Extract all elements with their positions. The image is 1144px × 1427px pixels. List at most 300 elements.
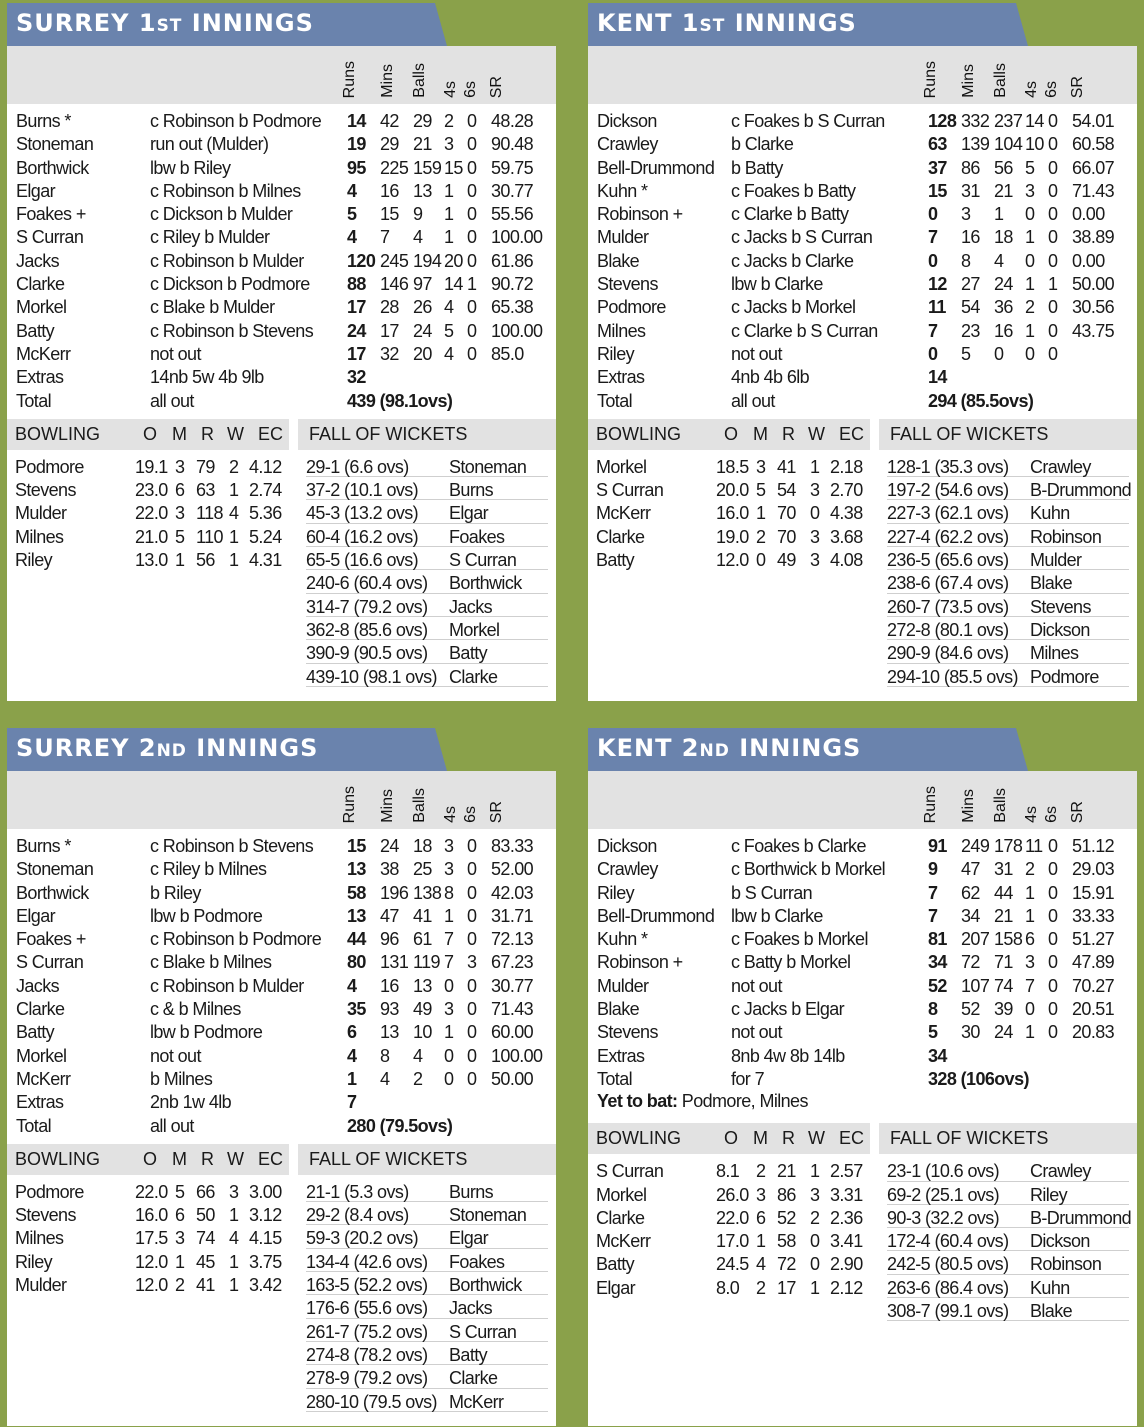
fow-player: Morkel bbox=[449, 619, 500, 640]
dismissal: not out bbox=[731, 1022, 782, 1043]
bowling-and-fow bbox=[588, 419, 1137, 697]
bowler-runs: 86 bbox=[777, 1184, 796, 1205]
batter-sr: 38.89 bbox=[1072, 227, 1115, 248]
batter-sr: 59.75 bbox=[491, 157, 534, 178]
batter-balls: 56 bbox=[994, 157, 1013, 178]
bowler-economy: 3.41 bbox=[830, 1231, 863, 1252]
batter-sixes: 0 bbox=[467, 204, 477, 225]
batting-row bbox=[7, 131, 556, 154]
dismissal: b Batty bbox=[731, 157, 783, 178]
batting-row bbox=[7, 973, 556, 996]
fow-player: Kuhn bbox=[1030, 1277, 1070, 1298]
innings-title-bar bbox=[7, 3, 556, 46]
bowler-name: Mulder bbox=[15, 503, 67, 524]
dismissal: c Robinson b Mulder bbox=[150, 975, 304, 996]
dismissal: c Foakes b Batty bbox=[731, 180, 856, 201]
bowler-wickets: 1 bbox=[229, 1275, 239, 1296]
fow-player: Burns bbox=[449, 480, 494, 501]
batter-runs: 0 bbox=[928, 250, 938, 271]
bowler-maidens: 1 bbox=[756, 503, 766, 524]
fow-score: 37-2 (10.1 ovs) bbox=[306, 480, 419, 501]
bowler-runs: 110 bbox=[196, 526, 223, 547]
batter-balls: 158 bbox=[994, 929, 1023, 950]
batter-runs: 9 bbox=[928, 859, 938, 880]
batter-sixes: 0 bbox=[1048, 1022, 1058, 1043]
batting-row bbox=[7, 178, 556, 201]
fow-score: 45-3 (13.2 ovs) bbox=[306, 503, 419, 524]
batter-mins: 32 bbox=[380, 343, 399, 364]
bowler-runs: 52 bbox=[777, 1207, 796, 1228]
bowler-wickets: 3 bbox=[810, 1184, 820, 1205]
batter-sr: 61.86 bbox=[491, 250, 534, 271]
batting-row bbox=[588, 155, 1137, 178]
batter-fours: 1 bbox=[1025, 905, 1035, 926]
fow-player: Podmore bbox=[1030, 666, 1099, 687]
batter-sr: 31.71 bbox=[491, 905, 534, 926]
fow-score: 240-6 (60.4 ovs) bbox=[306, 573, 428, 594]
fow-player: S Curran bbox=[449, 550, 517, 571]
fow-row bbox=[306, 594, 548, 617]
batter-mins: 93 bbox=[380, 999, 399, 1020]
fow-player: Jacks bbox=[449, 1298, 493, 1319]
bowler-economy: 4.08 bbox=[830, 550, 863, 571]
batter-sr: 50.00 bbox=[491, 1068, 534, 1089]
batter-name: Podmore bbox=[597, 297, 666, 318]
innings-title-bar bbox=[588, 728, 1137, 771]
column-header-sixes: 6s bbox=[1043, 806, 1060, 823]
fow-score: 439-10 (98.1 ovs) bbox=[306, 666, 437, 687]
batter-mins: 13 bbox=[380, 1022, 399, 1043]
batting-row bbox=[7, 341, 556, 364]
fow-player: Robinson bbox=[1030, 526, 1102, 547]
batter-runs: 1 bbox=[347, 1068, 357, 1089]
fow-score: 227-4 (62.2 ovs) bbox=[887, 526, 1009, 547]
batter-balls: 97 bbox=[413, 274, 432, 295]
batter-sixes: 0 bbox=[1048, 134, 1058, 155]
fow-row bbox=[887, 570, 1129, 593]
bowling-column-header: M bbox=[172, 423, 187, 444]
batter-runs: 5 bbox=[928, 1022, 938, 1043]
batter-name: Burns * bbox=[16, 111, 71, 131]
fow-score: 176-6 (55.6 ovs) bbox=[306, 1298, 428, 1319]
batter-sr: 33.33 bbox=[1072, 905, 1115, 926]
yet-to-bat-players: Podmore, Milnes bbox=[677, 1091, 808, 1112]
scorecard-kent-2nd-innings bbox=[588, 728, 1137, 1426]
fow-row bbox=[887, 664, 1129, 687]
bowler-wickets: 3 bbox=[810, 526, 820, 547]
fow-row bbox=[306, 1319, 548, 1342]
fall-of-wickets-table bbox=[879, 419, 1137, 687]
batter-runs: 328 (106ovs) bbox=[928, 1068, 1029, 1089]
innings-title-bar bbox=[7, 728, 556, 771]
batter-mins: 15 bbox=[380, 204, 399, 225]
batting-row bbox=[7, 318, 556, 341]
fow-player: Crawley bbox=[1030, 456, 1091, 477]
column-header-balls: Balls bbox=[411, 788, 428, 823]
batter-sr: 100.00 bbox=[491, 320, 543, 341]
bowling-column-header: W bbox=[227, 1148, 244, 1169]
batter-fours: 1 bbox=[1025, 1022, 1035, 1043]
bowling-row bbox=[588, 547, 870, 570]
dismissal: b Riley bbox=[150, 882, 201, 903]
batter-balls: 74 bbox=[994, 975, 1013, 996]
batter-mins: 17 bbox=[380, 320, 399, 341]
bowler-name: S Curran bbox=[596, 1161, 664, 1182]
batter-name: Total bbox=[597, 1068, 633, 1089]
batter-runs: 4 bbox=[347, 975, 357, 996]
bowler-runs: 79 bbox=[196, 456, 215, 477]
dismissal: not out bbox=[731, 975, 782, 996]
batting-row bbox=[588, 224, 1137, 247]
dismissal: run out (Mulder) bbox=[150, 134, 269, 155]
fow-score: 29-1 (6.6 ovs) bbox=[306, 456, 409, 477]
batter-sr: 60.00 bbox=[491, 1022, 534, 1043]
batter-sixes: 0 bbox=[1048, 882, 1058, 903]
bowling-title: BOWLING bbox=[15, 423, 101, 444]
dismissal: c Jacks b S Curran bbox=[731, 227, 873, 248]
yet-to-bat bbox=[588, 1089, 1137, 1115]
bowler-maidens: 2 bbox=[756, 1161, 766, 1182]
fow-score: 21-1 (5.3 ovs) bbox=[306, 1181, 409, 1202]
batter-fours: 1 bbox=[444, 180, 454, 201]
fow-row bbox=[306, 477, 548, 500]
batter-sixes: 0 bbox=[1048, 320, 1058, 341]
batter-name: Borthwick bbox=[16, 157, 89, 178]
batter-balls: 36 bbox=[994, 297, 1013, 318]
bowling-table bbox=[7, 419, 289, 570]
batter-sr: 48.28 bbox=[491, 111, 534, 131]
bowling-row bbox=[588, 1275, 870, 1298]
bowling-column-header: W bbox=[227, 423, 244, 444]
bowler-runs: 54 bbox=[777, 480, 796, 501]
batter-sixes: 0 bbox=[467, 134, 477, 155]
batter-sixes: 0 bbox=[1048, 111, 1058, 131]
bowling-row bbox=[7, 454, 289, 477]
fow-row bbox=[306, 1295, 548, 1318]
batter-balls: 16 bbox=[994, 320, 1013, 341]
batting-row bbox=[588, 856, 1137, 879]
bowler-name: S Curran bbox=[596, 480, 664, 501]
fow-row bbox=[887, 1251, 1129, 1274]
batter-balls: 24 bbox=[413, 320, 432, 341]
fow-player: Kuhn bbox=[1030, 503, 1070, 524]
batter-sixes: 0 bbox=[467, 859, 477, 880]
batter-name: Total bbox=[16, 1115, 52, 1136]
batter-mins: 47 bbox=[961, 859, 980, 880]
bowling-and-fow bbox=[7, 1144, 556, 1422]
fow-header bbox=[298, 419, 556, 450]
batter-fours: 1 bbox=[1025, 882, 1035, 903]
batter-name: Batty bbox=[16, 320, 55, 341]
fow-row bbox=[887, 500, 1129, 523]
fow-row bbox=[306, 500, 548, 523]
bowler-economy: 4.12 bbox=[249, 456, 282, 477]
batting-row bbox=[588, 1066, 1137, 1089]
batter-fours: 0 bbox=[1025, 250, 1035, 271]
batter-name: Extras bbox=[16, 367, 64, 388]
bowler-runs: 41 bbox=[196, 1275, 215, 1296]
dismissal: c Robinson b Milnes bbox=[150, 180, 301, 201]
fow-player: Clarke bbox=[449, 1368, 498, 1389]
batter-mins: 38 bbox=[380, 859, 399, 880]
bowler-wickets: 1 bbox=[810, 1161, 820, 1182]
batter-fours: 7 bbox=[444, 929, 454, 950]
batter-mins: 8 bbox=[380, 1045, 390, 1066]
dismissal: c Robinson b Podmore bbox=[150, 929, 322, 950]
batter-sixes: 0 bbox=[467, 1022, 477, 1043]
fow-player: Elgar bbox=[449, 503, 489, 524]
bowler-maidens: 3 bbox=[756, 1184, 766, 1205]
fow-row bbox=[306, 617, 548, 640]
batting-row bbox=[7, 294, 556, 317]
batting-row bbox=[7, 271, 556, 294]
bowling-column-header: W bbox=[808, 423, 825, 444]
bowler-name: McKerr bbox=[596, 503, 651, 524]
fow-row bbox=[887, 547, 1129, 570]
fow-score: 362-8 (85.6 ovs) bbox=[306, 619, 428, 640]
batter-sixes: 0 bbox=[467, 1068, 477, 1089]
batter-name: Jacks bbox=[16, 975, 60, 996]
bowler-wickets: 4 bbox=[229, 1228, 239, 1249]
batter-mins: 332 bbox=[961, 111, 990, 131]
bowler-economy: 3.42 bbox=[249, 1275, 282, 1296]
bowler-name: Stevens bbox=[15, 480, 76, 501]
batting-row bbox=[588, 926, 1137, 949]
bowler-overs: 12.0 bbox=[716, 550, 749, 571]
scorecard-kent-1st-innings bbox=[588, 3, 1137, 701]
fow-title: FALL OF WICKETS bbox=[309, 1148, 468, 1169]
fow-row bbox=[887, 1182, 1129, 1205]
batter-name: Blake bbox=[597, 999, 640, 1020]
batting-row bbox=[7, 108, 556, 131]
bowling-title: BOWLING bbox=[15, 1148, 101, 1169]
scorecard-card bbox=[588, 46, 1137, 701]
batting-row bbox=[7, 388, 556, 411]
batter-runs: 4 bbox=[347, 180, 357, 201]
bowler-economy: 4.38 bbox=[830, 503, 863, 524]
fow-row bbox=[887, 1205, 1132, 1228]
batting-row bbox=[588, 903, 1137, 926]
batter-sixes: 3 bbox=[467, 952, 477, 973]
bowler-overs: 8.1 bbox=[716, 1161, 740, 1182]
fow-row bbox=[887, 477, 1132, 501]
batter-runs: 7 bbox=[928, 227, 938, 248]
batter-runs: 32 bbox=[347, 367, 366, 388]
batter-name: Extras bbox=[597, 367, 645, 388]
fow-score: 390-9 (90.5 ovs) bbox=[306, 643, 428, 664]
bowler-overs: 19.1 bbox=[135, 456, 168, 477]
batter-runs: 95 bbox=[347, 157, 366, 178]
bowler-overs: 12.0 bbox=[135, 1251, 168, 1272]
scorecard-surrey-1st-innings bbox=[7, 3, 556, 701]
dismissal: c Foakes b Clarke bbox=[731, 836, 866, 856]
fall-of-wickets-table bbox=[298, 419, 556, 687]
batter-sixes: 0 bbox=[467, 297, 477, 318]
batter-mins: 207 bbox=[961, 929, 990, 950]
dismissal: lbw b Clarke bbox=[731, 905, 823, 926]
column-header-fours: 4s bbox=[442, 81, 459, 98]
batting-row bbox=[7, 833, 556, 856]
batter-sixes: 0 bbox=[467, 320, 477, 341]
bowler-runs: 58 bbox=[777, 1231, 796, 1252]
bowler-economy: 3.68 bbox=[830, 526, 863, 547]
bowler-runs: 21 bbox=[777, 1161, 796, 1182]
batter-sr: 0.00 bbox=[1072, 204, 1105, 225]
column-header-runs: Runs bbox=[341, 60, 358, 98]
bowling-column-header: EC bbox=[258, 423, 284, 444]
batter-mins: 27 bbox=[961, 274, 980, 295]
batter-name: Mulder bbox=[597, 975, 649, 996]
fow-row bbox=[306, 570, 548, 593]
fow-header bbox=[879, 419, 1137, 450]
batting-header bbox=[7, 771, 556, 829]
bowler-maidens: 3 bbox=[175, 503, 185, 524]
batter-balls: 0 bbox=[994, 343, 1004, 364]
column-header-mins: Mins bbox=[960, 789, 977, 823]
batter-name: Riley bbox=[597, 343, 635, 364]
batter-sr: 60.58 bbox=[1072, 134, 1115, 155]
batter-balls: 24 bbox=[994, 1022, 1013, 1043]
bowler-name: Elgar bbox=[596, 1277, 636, 1298]
batter-runs: 294 (85.5ovs) bbox=[928, 390, 1034, 411]
batter-sixes: 0 bbox=[467, 1045, 477, 1066]
column-header-sixes: 6s bbox=[462, 806, 479, 823]
batter-mins: 30 bbox=[961, 1022, 980, 1043]
fow-row bbox=[306, 1389, 548, 1412]
bowler-economy: 2.70 bbox=[830, 480, 863, 501]
batter-mins: 131 bbox=[380, 952, 409, 973]
batter-name: Bell-Drummond bbox=[597, 157, 715, 178]
batter-sixes: 0 bbox=[467, 999, 477, 1020]
batting-row bbox=[7, 364, 556, 387]
batter-fours: 1 bbox=[444, 1022, 454, 1043]
batter-runs: 14 bbox=[347, 111, 366, 131]
column-header-balls: Balls bbox=[992, 63, 1009, 98]
bowling-column-header: M bbox=[172, 1148, 187, 1169]
batter-mins: 23 bbox=[961, 320, 980, 341]
batter-sr: 20.83 bbox=[1072, 1022, 1115, 1043]
fow-row bbox=[306, 664, 548, 687]
fow-player: Borthwick bbox=[449, 573, 522, 594]
bowler-overs: 8.0 bbox=[716, 1277, 740, 1298]
fow-player: Dickson bbox=[1030, 1231, 1090, 1252]
bowling-table bbox=[588, 1123, 870, 1298]
bowler-economy: 3.00 bbox=[249, 1181, 282, 1202]
bowler-name: Clarke bbox=[596, 1207, 645, 1228]
batter-runs: 34 bbox=[928, 952, 947, 973]
bowler-overs: 22.0 bbox=[716, 1207, 749, 1228]
batter-name: Dickson bbox=[597, 111, 657, 131]
bowler-name: Morkel bbox=[596, 1184, 647, 1205]
batter-balls: 1 bbox=[994, 204, 1004, 225]
batter-runs: 6 bbox=[347, 1022, 357, 1043]
batter-fours: 2 bbox=[444, 111, 454, 131]
fow-row bbox=[306, 1272, 548, 1295]
bowling-row bbox=[7, 500, 289, 523]
dismissal: not out bbox=[150, 1045, 201, 1066]
dismissal: not out bbox=[150, 343, 201, 364]
bowling-row bbox=[588, 454, 870, 477]
batter-name: Robinson + bbox=[597, 204, 683, 225]
dismissal: b Clarke bbox=[731, 134, 794, 155]
batter-runs: 120 bbox=[347, 250, 376, 271]
bowler-overs: 17.0 bbox=[716, 1231, 749, 1252]
bowler-wickets: 2 bbox=[810, 1207, 820, 1228]
batter-sr: 51.12 bbox=[1072, 836, 1115, 856]
batter-balls: 4 bbox=[413, 227, 423, 248]
bowling-row bbox=[588, 1158, 870, 1181]
batter-fours: 7 bbox=[444, 952, 454, 973]
column-header-runs: Runs bbox=[341, 785, 358, 823]
fow-score: 134-4 (42.6 ovs) bbox=[306, 1251, 428, 1272]
batter-balls: 44 bbox=[994, 882, 1013, 903]
bowling-column-header: O bbox=[143, 423, 158, 444]
batting-row bbox=[7, 903, 556, 926]
fow-row bbox=[306, 1249, 548, 1272]
batter-sr: 70.27 bbox=[1072, 975, 1115, 996]
batter-fours: 2 bbox=[1025, 297, 1035, 318]
batter-mins: 196 bbox=[380, 882, 409, 903]
batting-row bbox=[588, 108, 1137, 131]
batter-sixes: 0 bbox=[1048, 999, 1058, 1020]
batting-header bbox=[588, 771, 1137, 829]
batting-row bbox=[588, 271, 1137, 294]
batting-row bbox=[7, 201, 556, 224]
batter-sixes: 0 bbox=[467, 929, 477, 950]
fow-player: S Curran bbox=[449, 1321, 517, 1342]
column-header-balls: Balls bbox=[411, 63, 428, 98]
fow-score: 263-6 (86.4 ovs) bbox=[887, 1277, 1009, 1298]
bowler-wickets: 0 bbox=[810, 1254, 820, 1275]
bowler-wickets: 1 bbox=[810, 1277, 820, 1298]
batter-sr: 52.00 bbox=[491, 859, 534, 880]
batter-name: Milnes bbox=[597, 320, 646, 341]
batter-mins: 31 bbox=[961, 180, 980, 201]
batter-runs: 81 bbox=[928, 929, 947, 950]
batting-row bbox=[588, 178, 1137, 201]
batter-fours: 14 bbox=[1025, 111, 1044, 131]
bowler-wickets: 1 bbox=[229, 1251, 239, 1272]
fow-title: FALL OF WICKETS bbox=[890, 1128, 1049, 1149]
bowler-runs: 17 bbox=[777, 1277, 796, 1298]
bowler-name: Clarke bbox=[596, 526, 645, 547]
dismissal: c Robinson b Podmore bbox=[150, 111, 322, 131]
bowler-maidens: 2 bbox=[756, 1277, 766, 1298]
batter-sr: 71.43 bbox=[1072, 180, 1115, 201]
batter-name: Extras bbox=[16, 1092, 64, 1113]
dismissal: c Borthwick b Morkel bbox=[731, 859, 886, 880]
batter-balls: 61 bbox=[413, 929, 432, 950]
innings-title: KENT 1st INNINGS bbox=[597, 9, 857, 37]
fow-player: Stoneman bbox=[449, 1205, 527, 1226]
batter-sr: 15.91 bbox=[1072, 882, 1115, 903]
bowler-overs: 21.0 bbox=[135, 526, 168, 547]
batter-name: Morkel bbox=[16, 1045, 67, 1066]
batting-row bbox=[588, 880, 1137, 903]
fow-score: 294-10 (85.5 ovs) bbox=[887, 666, 1018, 687]
batter-runs: 11 bbox=[928, 297, 946, 318]
fow-row bbox=[887, 524, 1129, 547]
batter-name: Stoneman bbox=[16, 859, 94, 880]
batter-mins: 96 bbox=[380, 929, 399, 950]
batter-balls: 31 bbox=[994, 859, 1013, 880]
bowler-economy: 3.12 bbox=[249, 1205, 282, 1226]
batter-sr: 50.00 bbox=[1072, 274, 1115, 295]
batter-runs: 7 bbox=[928, 882, 938, 903]
bowler-runs: 63 bbox=[196, 480, 215, 501]
fow-score: 260-7 (73.5 ovs) bbox=[887, 596, 1009, 617]
bowling-row bbox=[588, 524, 870, 547]
